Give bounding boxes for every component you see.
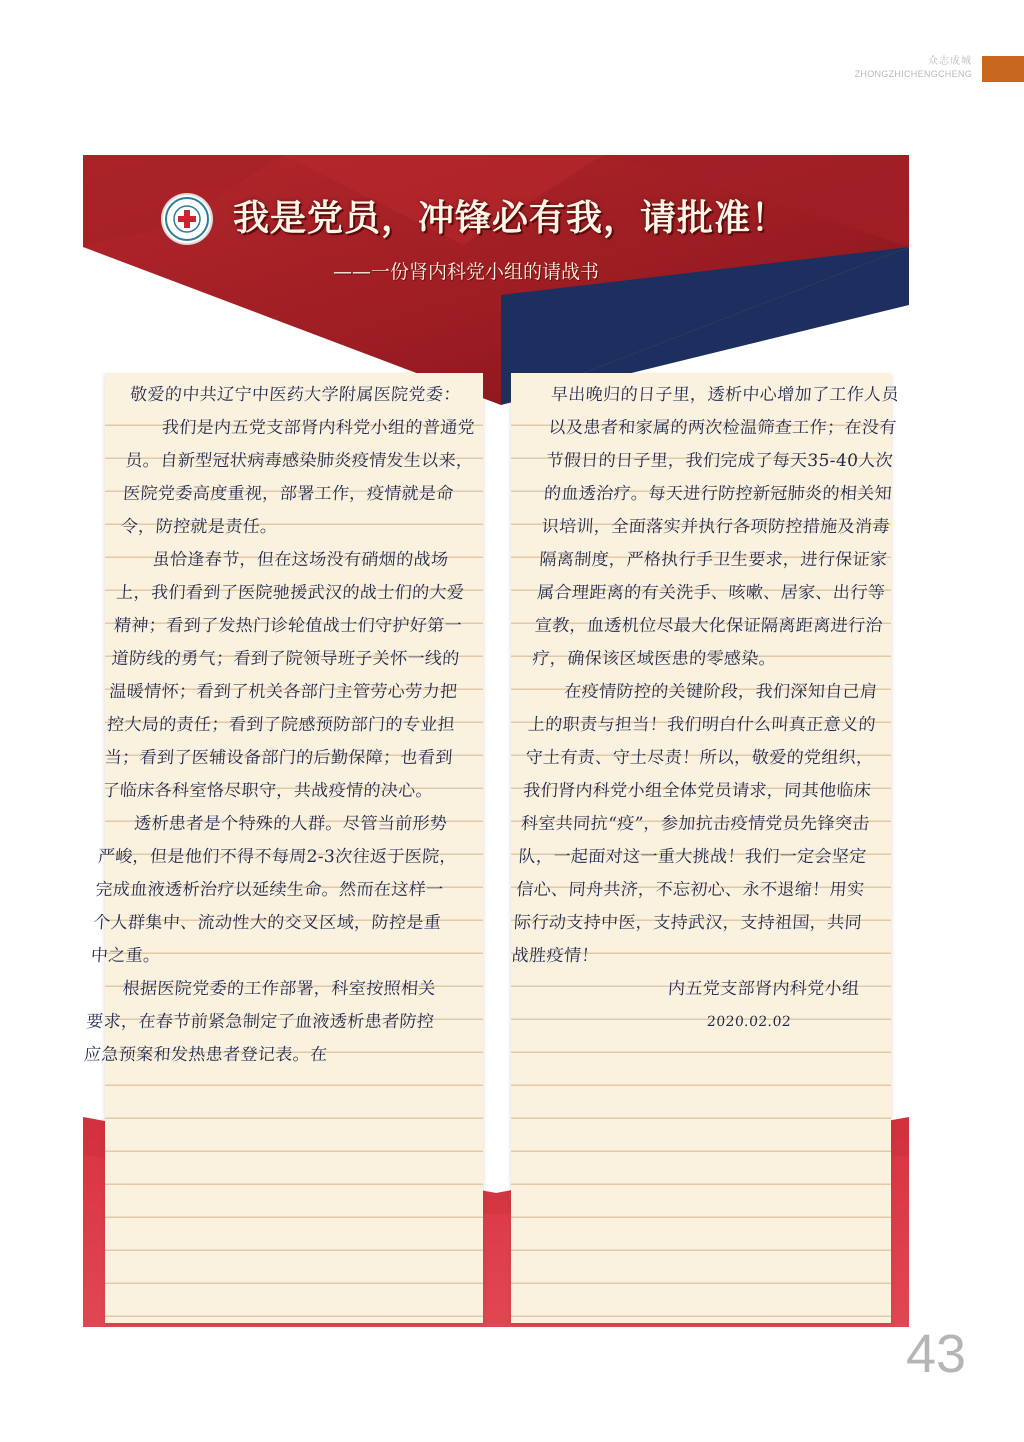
letter-paragraph: 根据医院党委的工作部署，科室按照相关要求，在春节前紧急制定了血液透析患者防控应急预案和发热患者登记表。在 — [83, 979, 437, 1065]
letter-column-right — [506, 379, 912, 1039]
brand-name-en: ZHONGZHICHENGCHENG — [854, 69, 972, 79]
letter-date: 2020.02.02 — [706, 1014, 792, 1030]
letter-signature: 内五党支部肾内科党小组 — [667, 979, 861, 999]
hospital-logo-icon — [163, 195, 211, 243]
letter-paragraph: 早出晚归的日子里，透析中心增加了工作人员以及患者和家属的两次检温筛查工作；在没有节假日的日子里，我们完成了每天35-40人次的血透治疗。每天进行防控新冠肺炎的相关知识培训，全面落实并执行各项防控措施及消毒隔离制度，严格执行手卫生要求，进行保证家属合理距离的有关洗手、咳嗽、居家、出行等宣教，血透机位尽最大化保证隔离距离进行治疗，确保该区域医患的零感染。 — [531, 385, 900, 669]
letter-column-left — [83, 379, 491, 1072]
letter-paragraph: 在疫情防控的关键阶段，我们深知自己肩上的职责与担当！我们明白什么叫真正意义的守土有责、守土尽责！所以，敬爱的党组织，我们肾内科党小组全体党员请求，同其他临床科室共同抗“疫”，参加抗击疫情党员先锋突击队，一起面对这一重大挑战！我们一定会坚定信心、同舟共济，不忘初心、永不退缩！用实际行动支持中医，支持武汉，支持祖国，共同战胜疫情！ — [511, 682, 879, 966]
letter-greeting: 敬爱的中共辽宁中医药大学附属医院党委： — [129, 385, 462, 405]
letter-paragraph: 透析患者是个特殊的人群。尽管当前形势严峻，但是他们不得不每周2-3次往返于医院，完成血液透析治疗以延续生命。然而在这样一个人群集中、流动性大的交叉区域，防控是重中之重。 — [90, 814, 458, 966]
letter-paragraph: 我们是内五党支部肾内科党小组的普通党员。自新型冠状病毒感染肺炎疫情发生以来，医院党委高度重视，部署工作，疫情就是命令，防控就是责任。 — [120, 418, 476, 537]
page-number: 43 — [906, 1324, 967, 1384]
page-subtitle: ——一份肾内科党小组的请战书 — [333, 261, 600, 283]
brand-name-cn: 众志成城 — [928, 56, 972, 67]
brand-accent-bar — [982, 56, 1024, 82]
page-title: 我是党员，冲锋必有我，请批准！ — [233, 198, 789, 239]
brand-block — [855, 56, 972, 80]
letter-card — [83, 155, 909, 1327]
letter-paragraph: 虽恰逢春节，但在这场没有硝烟的战场上，我们看到了医院驰援武汉的战士们的大爱精神；看到了发热门诊轮值战士们守护好第一道防线的勇气；看到了院领导班子关怀一线的温暖情怀；看到了机关各部门主管劳心劳力把控大局的责任；看到了院感预防部门的专业担当；看到了医辅设备部门的后勤保障；也看到了临床各科室恪尽职守，共战疫情的决心。 — [101, 550, 465, 801]
